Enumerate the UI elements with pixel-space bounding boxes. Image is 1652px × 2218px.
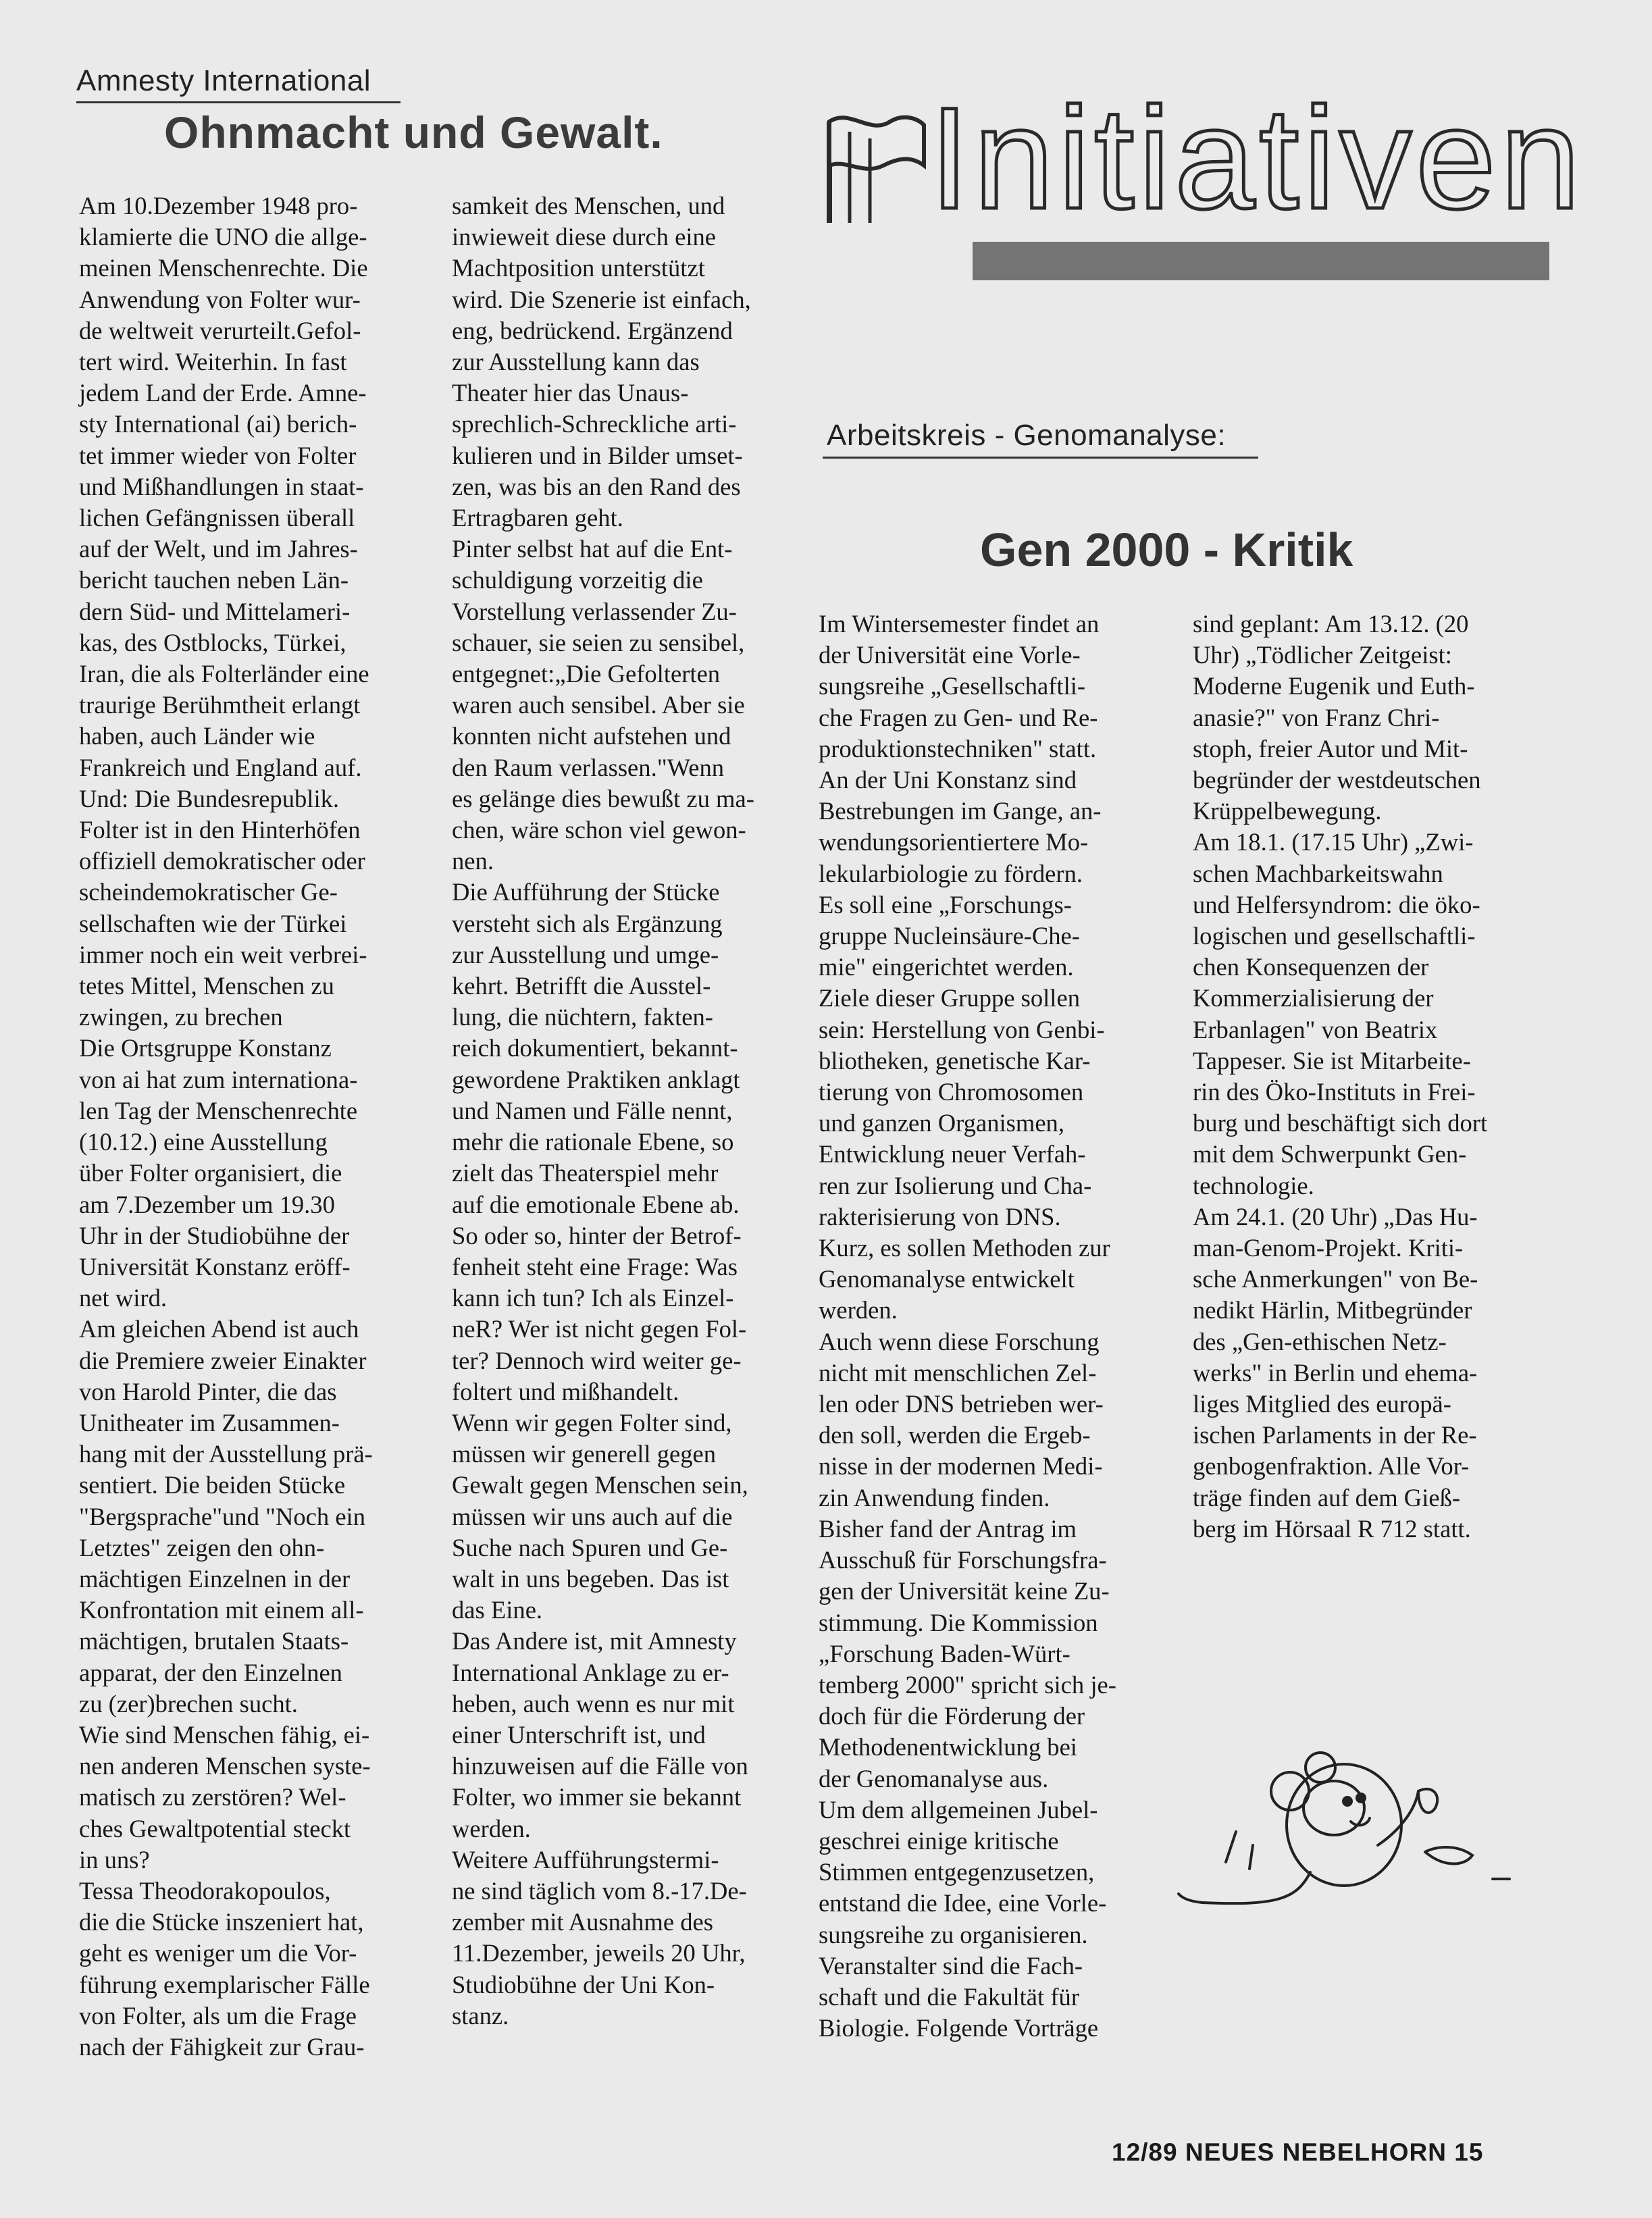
initiativen-bar [973,242,1549,280]
page-footer: 12/89 NEUES NEBELHORN 15 [1112,2138,1484,2166]
initiativen-label: Initiativen [929,78,1585,239]
left-article-column-2: samkeit des Menschen, und inwieweit diese durch eine Machtposition unterstützt wird. Die Szenerie ist einfach, eng, bedrückend. Ergänzend zur Ausstellung kann das Theater hier das Unaus- sprechlich-Schreckliche arti- kulieren und in Bilder umset- zen, was bis an den Rand des Ertragbaren geht. Pinter selbst hat auf die Ent- schuldigung vorzeitig die Vorstellung verlassender Zu- schauer, sie seien zu sensibel, entgegnet:„Die Gefolterten waren auch sensibel. Aber sie konnten nicht aufstehen und den Raum verlassen."Wenn es gelänge dies bewußt zu ma- chen, wäre schon viel gewon- nen. Die Aufführung der Stücke versteht sich als Ergänzung zur Ausstellung und umge- kehrt. Betrifft die Ausstel- lung, die nüchtern, fakten- reich dokumentiert, bekannt- gewordene Praktiken anklagt und Namen und Fälle nennt, mehr die rationale Ebene, so zielt das Theaterspiel mehr auf die emotionale Ebene ab. So oder so, hinter der Betrof- fenheit steht eine Frage: Was kann ich tun? Ich als Einzel- neR? Wer ist nicht gegen Fol- ter? Dennoch wird weiter ge- foltert und mißhandelt. Wenn wir gegen Folter sind, müssen wir generell gegen Gewalt gegen Menschen sein, müssen wir uns auch auf die Suche nach Spuren und Ge- walt in uns begeben. Das ist das Eine. Das Andere ist, mit Amnesty International Anklage zu er- heben, auch wenn es nur mit einer Unterschrift ist, und hinzuweisen auf die Fälle von Folter, wo immer sie bekannt werden. Weitere Aufführungstermi- ne sind täglich vom 8.-17.De- zember mit Ausnahme des 11.Dezember, jeweils 20 Uhr, Studiobühne der Uni Kon- stanz. [452,192,754,2030]
right-headline: Gen 2000 - Kritik [980,523,1353,576]
left-kicker: Amnesty International [76,64,371,97]
initiativen-logo [823,78,1585,240]
flag-icon [823,101,931,236]
mouse-cartoon-icon [1175,1744,1513,1919]
left-article-column-1: Am 10.Dezember 1948 pro- klamierte die UNO die allge- meinen Menschenrechte. Die Anwendung von Folter wur- de weltweit verurteilt.Gefol- tert wird. Weiterhin. In fast jedem Land der Erde. Amne- sty International (ai) berich- tet immer wieder von Folter und Mißhandlungen in staat- lichen Gefängnissen überall auf der Welt, und im Jahres- bericht tauchen neben Län- dern Süd- und Mittelameri- kas, des Ostblocks, Türkei, Iran, die als Folterländer eine traurige Berühmtheit erlangt haben, auch Länder wie Frankreich und England auf. Und: Die Bundesrepublik. Folter ist in den Hinterhöfen offiziell demokratischer oder scheindemokratischer Ge- sellschaften wie der Türkei immer noch ein weit verbrei- tetes Mittel, Menschen zu zwingen, zu brechen Die Ortsgruppe Konstanz von ai hat zum internationa- len Tag der Menschenrechte (10.12.) eine Ausstellung über Folter organisiert, die am 7.Dezember um 19.30 Uhr in der Studiobühne der Universität Konstanz eröff- net wird. Am gleichen Abend ist auch die Premiere zweier Einakter von Harold Pinter, die das Unitheater im Zusammen- hang mit der Ausstellung prä- sentiert. Die beiden Stücke "Bergsprache"und "Noch ein Letztes" zeigen den ohn- mächtigen Einzelnen in der Konfrontation mit einem all- mächtigen, brutalen Staats- apparat, der den Einzelnen zu (zer)brechen sucht. Wie sind Menschen fähig, ei- nen anderen Menschen syste- matisch zu zerstören? Wel- ches Gewaltpotential steckt in uns? Tessa Theodorakopoulos, die die Stücke inszeniert hat, geht es weniger um die Vor- führung exemplarischer Fälle von Folter, als um die Frage nach der Fähigkeit zur Grau- [79,192,373,2061]
right-article-column-2: sind geplant: Am 13.12. (20 Uhr) „Tödlicher Zeitgeist: Moderne Eugenik und Euth- anasie?" von Franz Chri- stoph, freier Autor und Mit- begründer der westdeutschen Krüppelbewegung. Am 18.1. (17.15 Uhr) „Zwi- schen Machbarkeitswahn und Helfersyndrom: die öko- logischen und gesellschaftli- chen Konsequenzen der Kommerzialisierung der Erbanlagen" von Beatrix Tappeser. Sie ist Mitarbeite- rin des Öko-Instituts in Frei- burg und beschäftigt sich dort mit dem Schwerpunkt Gen- technologie. Am 24.1. (20 Uhr) „Das Hu- man-Genom-Projekt. Kriti- sche Anmerkungen" von Be- nedikt Härlin, Mitbegründer des „Gen-ethischen Netz- werks" in Berlin und ehema- liges Mitglied des europä- ischen Parlaments in der Re- genbogenfraktion. Alle Vor- träge finden auf dem Gieß- berg im Hörsaal R 712 statt. [1193,610,1488,1543]
left-headline: Ohnmacht und Gewalt. [164,107,663,157]
right-kicker: Arbeitskreis - Genomanalyse: [827,419,1227,452]
left-kicker-rule [76,101,401,103]
right-article-column-1: Im Wintersemester findet an der Universität eine Vorle- sungsreihe „Gesellschaftli- che Fragen zu Gen- und Re- produktionstechniken" statt. An der Uni Konstanz sind Bestrebungen im Gange, an- wendungsorientiertere Mo- lekularbiologie zu fördern. Es soll eine „Forschungs- gruppe Nucleinsäure-Che- mie" eingerichtet werden. Ziele dieser Gruppe sollen sein: Herstellung von Genbi- bliotheken, genetische Kar- tierung von Chromosomen und ganzen Organismen, Entwicklung neuer Verfah- ren zur Isolierung und Cha- rakterisierung von DNS. Kurz, es sollen Methoden zur Genomanalyse entwickelt werden. Auch wenn diese Forschung nicht mit menschlichen Zel- len oder DNS betrieben wer- den soll, werden die Ergeb- nisse in der modernen Medi- zin Anwendung finden. Bisher fand der Antrag im Ausschuß für Forschungsfra- gen der Universität keine Zu- stimmung. Die Kommission „Forschung Baden-Würt- temberg 2000" spricht sich je- doch für die Förderung der Methodenentwicklung bei der Genomanalyse aus. Um dem allgemeinen Jubel- geschrei einige kritische Stimmen entgegenzusetzen, entstand die Idee, eine Vorle- sungsreihe zu organisieren. Veranstalter sind die Fach- schaft und die Fakultät für Biologie. Folgende Vorträge [819,610,1116,2042]
right-kicker-rule [823,457,1258,459]
